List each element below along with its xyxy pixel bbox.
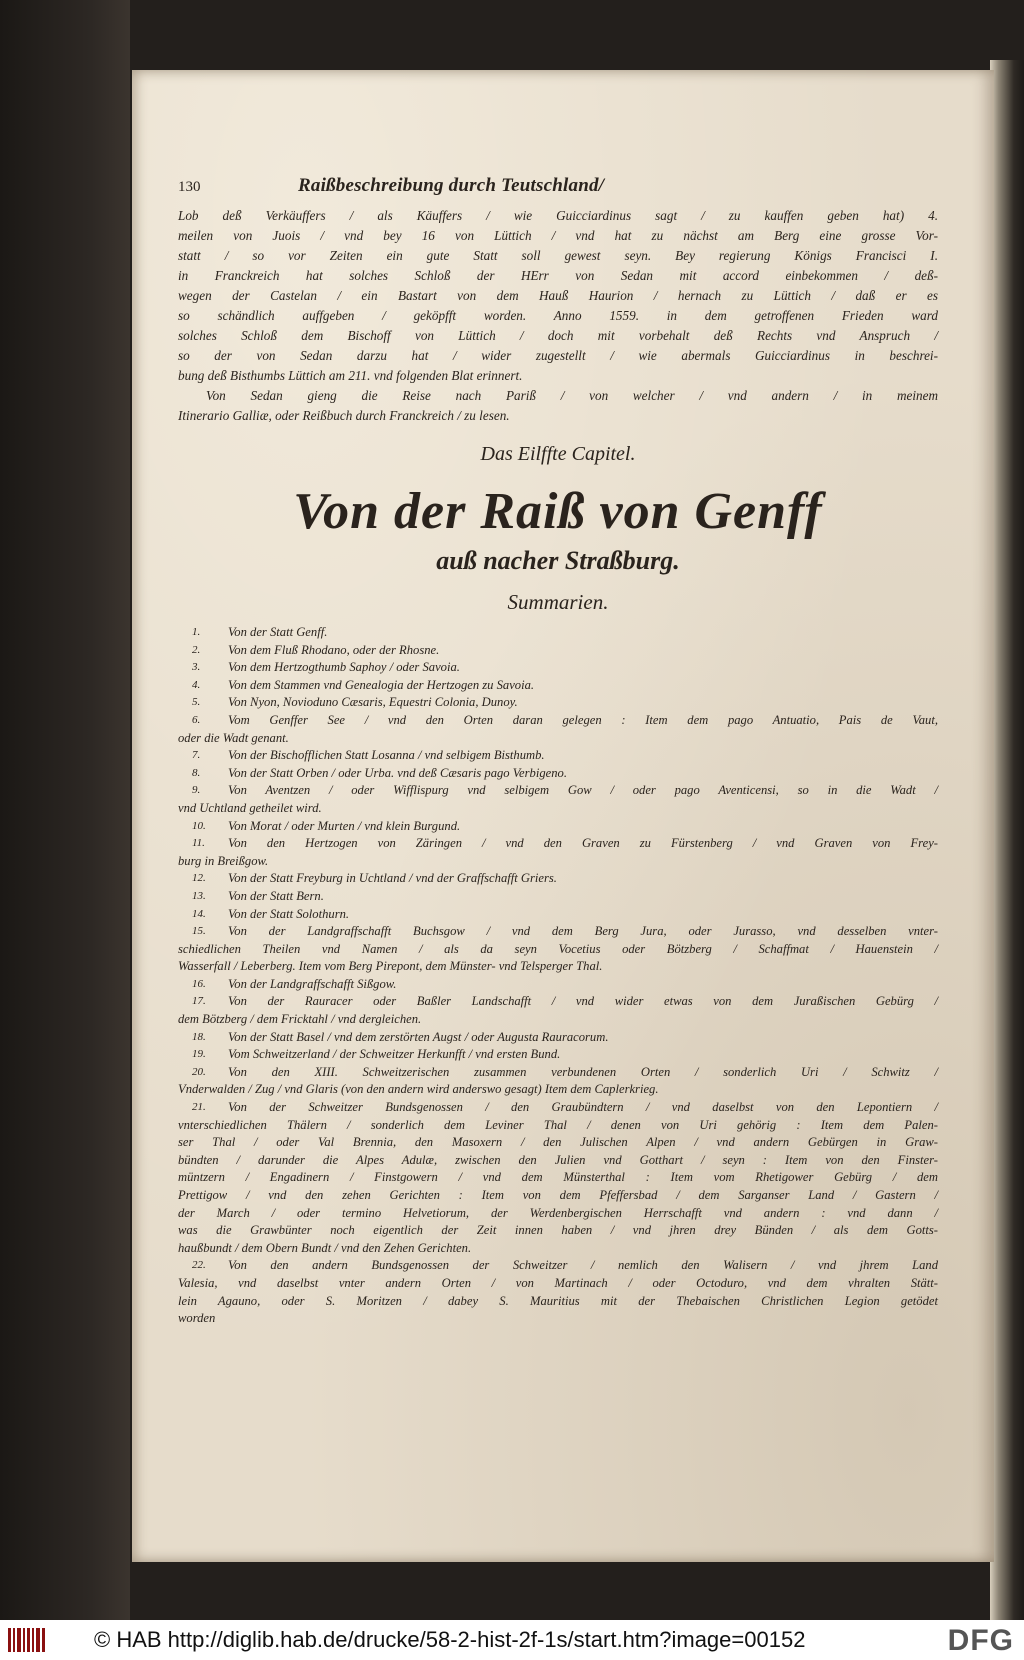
summary-entry-text: Vom Genffer See / vnd den Orten daran gelegen : Item dem pago Antuatio, Pais de Vaut, — [228, 712, 938, 727]
summary-entry-continuation: vnd Uchtland getheilet wird. — [178, 800, 322, 815]
summary-entry-text: Von der Statt Genff. — [228, 625, 328, 639]
summary-entry-text: Von der Schweitzer Bundsgenossen / den Graubündtern / vnd daselbst von den Lepontiern / — [228, 1100, 938, 1115]
summary-entry — [178, 1046, 938, 1064]
body-text-line: so schändlich auffgeben / geköpfft worden. Anno 1559. in dem getroffenen Frieden ward — [178, 308, 938, 323]
summary-entry — [178, 1029, 938, 1047]
summary-heading: Summarien. — [507, 590, 609, 614]
summary-entry-text: Von der Bischofflichen Statt Losanna / vnd selbigem Bisthumb. — [228, 748, 545, 763]
summary-entry — [178, 1257, 938, 1275]
summary-entry-number: 5. — [192, 696, 201, 709]
summary-entry-number: 21. — [192, 1101, 206, 1114]
summary-entry-text: Von der Landgraffschafft Sißgow. — [228, 976, 397, 991]
summary-entry-text: Von der Rauracer oder Baßler Landschafft / vnd wider etwas von dem Juraßischen Gebürg / — [228, 994, 938, 1009]
summary-list — [178, 624, 938, 1328]
body-paragraph-2 — [178, 386, 938, 426]
summary-entry-number: 8. — [192, 766, 201, 779]
summary-entry-number: 15. — [192, 925, 206, 938]
footer-credit-link[interactable]: © HAB http://diglib.hab.de/drucke/58-2-hist-2f-1s/start.htm?image=00152 — [94, 1627, 806, 1652]
summary-entry — [178, 923, 938, 941]
summary-entry-number: 11. — [192, 837, 205, 850]
chapter-label: Das Eilffte Capitel. — [480, 443, 636, 465]
page-header — [178, 176, 938, 206]
summary-entry — [178, 993, 938, 1011]
summary-entry-text: Von Nyon, Novioduno Cæsaris, Equestri Colonia, Dunoy. — [228, 695, 518, 710]
summary-entry — [178, 659, 938, 677]
summary-entry-text: Von Aventzen / oder Wifflispurg vnd selbigem Gow / oder pago Aventicensi, so in die Wadt / — [228, 783, 938, 798]
body-text-line: Itinerario Galliæ, oder Reißbuch durch Franckreich / zu lesen. — [178, 408, 510, 423]
summary-entry-continuation: der March / oder termino Helvetiorum, der Werdenbergischen Herrschafft vnd andern : vnd dann / — [178, 1205, 938, 1220]
scan-background-left — [0, 0, 130, 1620]
body-text-line: meilen von Juois / vnd bey 16 von Lüttich / vnd hat zu nächst am Berg eine grosse Vor- — [178, 228, 938, 243]
summary-entry — [178, 888, 938, 906]
summary-entry-continuation: lein Agauno, oder S. Moritzen / dabey S. Mauritius mit der Thebaischen Christlichen Legion getödet — [178, 1293, 938, 1308]
summary-entry — [178, 818, 938, 836]
bleed-through-mark — [178, 1344, 938, 1360]
body-text-line: Lob deß Verkäuffers / als Käuffers / wie Guicciardinus sagt / zu kauffen geben hat) 4. — [178, 208, 938, 223]
dfg-logo: DFG — [947, 1624, 1014, 1657]
chapter-title: Von der Raiß von Genff — [293, 483, 823, 540]
summary-entry-number: 6. — [192, 713, 201, 726]
summary-entry-continuation: oder die Wadt genant. — [178, 730, 289, 745]
summary-entry-number: 16. — [192, 977, 206, 990]
summary-entry-text: Von der Statt Orben / oder Urba. vnd deß Cæsaris pago Verbigeno. — [228, 765, 567, 780]
summary-entry — [178, 906, 938, 924]
summary-entry-text: Von der Statt Freyburg in Uchtland / vnd der Graffschafft Griers. — [228, 871, 557, 886]
summary-entry — [178, 642, 938, 660]
summary-entry — [178, 765, 938, 783]
summary-entry-number: 22. — [192, 1259, 206, 1272]
summary-entry-number: 18. — [192, 1030, 206, 1043]
chapter-subtitle: auß nacher Straßburg. — [436, 546, 680, 575]
running-head: Raißbeschreibung durch Teutschland/ — [298, 175, 605, 196]
summary-entry-text: Von der Statt Bern. — [228, 888, 324, 903]
summary-entry-continuation: bündten / darunder die Alpes Adulæ, zwischen den Julien vnd Gotthart / seyn : Item von den Finster- — [178, 1152, 938, 1167]
body-text-line: statt / so vor Zeiten ein gute Statt soll gewest seyn. Bey regierung Königs Francisci I. — [178, 248, 938, 263]
summary-entry-continuation: Prettigow / vnd den zehen Gerichten : Item von dem Pfeffersbad / dem Sarganser Land / Gastern / — [178, 1188, 938, 1202]
summary-entry — [178, 1064, 938, 1082]
summary-entry-number: 10. — [192, 819, 206, 832]
body-text-line: so der von Sedan darzu hat / wider zugestellt / wie abermals Guicciardinus in beschrei- — [178, 348, 938, 363]
summary-entry-continuation: was die Grawbünter noch eigentlich der Zeit innen haben / vnd jhren drey Bünden / als dem Gotts- — [178, 1223, 938, 1238]
summary-entry-text: Von dem Hertzogthumb Saphoy / oder Savoia. — [228, 660, 460, 675]
summary-entry-continuation: Valesia, vnd daselbst vnter andern Orten / von Martinach / oder Octoduro, vnd dem vhralten Stätt- — [178, 1275, 938, 1290]
body-paragraph — [178, 206, 938, 386]
summary-entry — [178, 1099, 938, 1117]
summary-entry-text: Von der Statt Basel / vnd dem zerstörten Augst / oder Augusta Rauracorum. — [228, 1029, 609, 1044]
summary-entry — [178, 747, 938, 765]
summary-entry — [178, 694, 938, 712]
summary-entry-text: Von der Landgraffschafft Buchsgow / vnd dem Berg Jura, oder Jurasso, vnd desselben vnter- — [228, 924, 938, 939]
summary-entry-number: 1. — [192, 626, 201, 638]
summary-entry — [178, 624, 938, 642]
summary-entry-number: 19. — [192, 1048, 206, 1061]
summary-entry-text: Vom Schweitzerland / der Schweitzer Herkunfft / vnd ersten Bund. — [228, 1047, 561, 1062]
body-text-line: in Franckreich hat solches Schloß der HErr von Sedan mit accord einbekommen / deß- — [178, 268, 938, 283]
summary-entry-continuation: schiedlichen Theilen vnd Namen / als da seyn Vocetius oder Bötzberg / Schaffmat / Hauenstein / — [178, 941, 938, 956]
summary-entry-text: Von der Statt Solothurn. — [228, 906, 350, 921]
summary-entry-number: 20. — [192, 1065, 206, 1078]
summary-entry — [178, 677, 938, 695]
summary-entry-text: Von dem Stammen vnd Genealogia der Hertzogen zu Savoia. — [228, 677, 535, 692]
body-text-line: Von Sedan gieng die Reise nach Pariß / von welcher / vnd andern / in meinem — [206, 388, 938, 403]
body-text-line: solches Schloß dem Bischoff von Lüttich / doch mit vorbehalt deß Rechts vnd Anspruch / — [178, 328, 938, 343]
summary-entry — [178, 782, 938, 800]
summary-entry-continuation: dem Bötzberg / dem Fricktahl / vnd dergleichen. — [178, 1012, 422, 1027]
summary-entry-text: Von Morat / oder Murten / vnd klein Burgund. — [228, 818, 461, 833]
summary-entry — [178, 976, 938, 994]
summary-entry-continuation: worden — [178, 1311, 216, 1326]
summary-entry — [178, 870, 938, 888]
summary-entry-number: 3. — [192, 661, 201, 674]
summary-entry-text: Von den XIII. Schweitzerischen zusammen verbundenen Orten / sonderlich Uri / Schwitz / — [228, 1064, 938, 1079]
summary-entry-continuation: Vnderwalden / Zug / vnd Glaris (von den andern wird anderswo gesagt) Item dem Caplerkrieg. — [178, 1082, 659, 1097]
summary-entry-text: Von den Hertzogen von Zäringen / vnd den Graven zu Fürstenberg / vnd Graven von Frey- — [228, 836, 938, 851]
body-text-line: bung deß Bisthumbs Lüttich am 211. vnd folgenden Blat erinnert. — [178, 368, 523, 383]
summary-entry-number: 14. — [192, 907, 206, 920]
summary-entry-text: Von den andern Bundsgenossen der Schweitzer / nemlich den Walisern / vnd jhrem Land — [228, 1258, 938, 1273]
page-number: 130 — [178, 179, 201, 195]
summary-entry-number: 7. — [192, 749, 201, 762]
summary-entry — [178, 835, 938, 853]
summary-entry-number: 12. — [192, 872, 206, 885]
summary-entry-number: 2. — [192, 643, 201, 656]
summary-entry-continuation: ser Thal / oder Val Brennia, den Masoxern / den Julischen Alpen / vnd andern Gebürgen in Graw- — [178, 1135, 938, 1150]
summary-entry-continuation: Wasserfall / Leberberg. Item vom Berg Pirepont, dem Münster- vnd Telsperger Thal. — [178, 959, 603, 974]
summary-entry-text: Von dem Fluß Rhodano, oder der Rhosne. — [228, 642, 440, 657]
page-text — [178, 176, 938, 1360]
summary-entry-continuation: müntzern / Engadinern / Finstgowern / vnd dem Münsterthal : Item vom Rhetigower Gebürg / dem — [178, 1170, 938, 1185]
summary-entry-continuation: haußbundt / dem Obern Bundt / vnd den Zehen Gerichten. — [178, 1240, 472, 1255]
summary-entry-number: 9. — [192, 784, 201, 797]
summary-entry-number: 13. — [192, 889, 206, 902]
body-text-line: wegen der Castelan / ein Bastart von dem Hauß Haurion / hernach zu Lüttich / daß er es — [178, 288, 938, 303]
summary-entry-continuation: burg in Breißgow. — [178, 853, 269, 868]
barcode-icon — [8, 1625, 48, 1655]
summary-entry-number: 17. — [192, 995, 206, 1008]
summary-entry-continuation: vnterschiedlichen Thälern / sonderlich dem Leviner Thal / denen von Uri gehörig : Item dem Palen- — [178, 1117, 938, 1132]
summary-entry — [178, 712, 938, 730]
viewer-footer — [0, 1620, 1024, 1660]
book-gutter-right — [990, 60, 1024, 1620]
summary-entry-number: 4. — [192, 678, 201, 691]
